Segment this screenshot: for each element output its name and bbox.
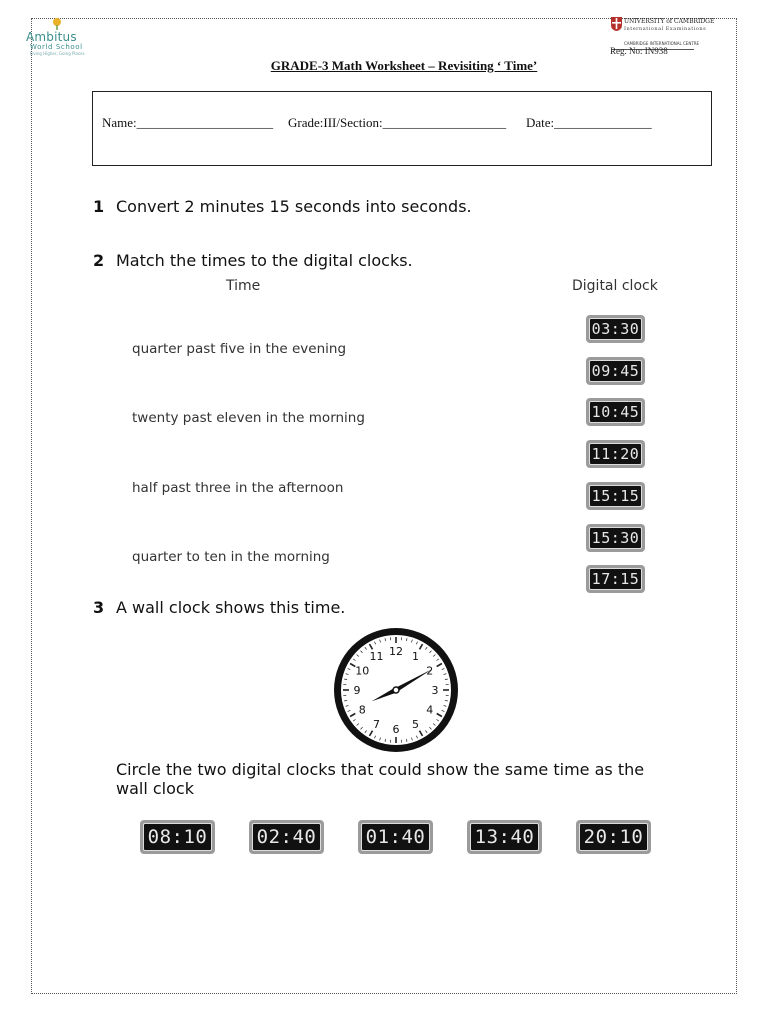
answer-clock-option[interactable]: [140, 820, 215, 854]
school-tagline: Living Higher, Going Places: [30, 51, 85, 56]
partner-name: UNIVERSITY of CAMBRIDGE: [624, 18, 715, 25]
clock-number: 5: [412, 717, 419, 731]
time-phrase: twenty past eleven in the morning: [132, 410, 365, 426]
digital-clock-display: 17:15: [589, 568, 642, 590]
crest-icon: [611, 17, 622, 31]
answer-clock-display: 08:10: [143, 823, 212, 851]
answer-clock-display: 01:40: [361, 823, 430, 851]
partner-centre: CAMBRIDGE INTERNATIONAL CENTRE: [624, 41, 700, 46]
clock-number: 9: [353, 684, 361, 697]
clock-number: 7: [373, 717, 380, 731]
answer-clock-display: 20:10: [579, 823, 648, 851]
question-3-instruction: Circle the two digital clocks that could show the same time as the wall clock: [116, 760, 645, 798]
digital-clock-option[interactable]: [586, 440, 645, 468]
worksheet-title: GRADE-3 Math Worksheet – Revisiting ‘ Time’: [270, 58, 538, 73]
digital-clock-option[interactable]: [586, 524, 645, 552]
question-2-number: 2: [93, 251, 105, 270]
digital-clock-option[interactable]: [586, 565, 645, 593]
clock-number: 6: [392, 723, 400, 736]
question-1-text: Convert 2 minutes 15 seconds into seconds.: [116, 197, 472, 216]
reg-number: Reg. No: IN938: [610, 46, 668, 56]
answer-clock-option[interactable]: [576, 820, 651, 854]
clock-number: 3: [431, 684, 439, 697]
time-phrase: quarter past five in the evening: [132, 341, 347, 357]
date-field[interactable]: Date:_______________: [526, 115, 652, 130]
answer-clock-display: 13:40: [470, 823, 539, 851]
question-2: [93, 251, 413, 270]
question-3-number: 3: [93, 598, 105, 617]
answer-clock-option[interactable]: [249, 820, 324, 854]
clock-number: 4: [426, 703, 434, 717]
question-1: [93, 197, 472, 216]
digital-clock-option[interactable]: [586, 398, 645, 426]
wall-clock: [328, 626, 464, 754]
school-subtitle: World School: [30, 43, 83, 51]
clock-number: 12: [389, 645, 403, 658]
question-3: [93, 598, 345, 617]
name-field[interactable]: Name:_____________________: [102, 115, 274, 130]
clock-center-pin: [393, 687, 399, 693]
clock-number: 1: [412, 650, 419, 664]
question-1-number: 1: [93, 197, 105, 216]
grade-section-field[interactable]: Grade:III/Section:___________________: [288, 115, 507, 130]
clock-number: 10: [355, 664, 370, 678]
digital-clock-option[interactable]: [586, 315, 645, 343]
digital-clock-display: 10:45: [589, 401, 642, 423]
digital-clock-display: 15:30: [589, 527, 642, 549]
question-3-text: A wall clock shows this time.: [116, 598, 346, 617]
digital-clock-option[interactable]: [586, 357, 645, 385]
sun-icon: [50, 16, 64, 30]
question-2-text: Match the times to the digital clocks.: [116, 251, 413, 270]
time-phrase: quarter to ten in the morning: [132, 549, 330, 565]
time-column-header: Time: [226, 278, 261, 294]
digital-clock-display: 15:15: [589, 485, 642, 507]
digital-clock-option[interactable]: [586, 482, 645, 510]
clock-number: 11: [369, 650, 384, 664]
answer-clock-option[interactable]: [467, 820, 542, 854]
digital-clock-column-header: Digital clock: [572, 278, 658, 294]
time-phrase: half past three in the afternoon: [132, 480, 344, 496]
clock-number: 2: [426, 664, 434, 678]
clock-number: 8: [358, 703, 366, 717]
digital-clock-display: 03:30: [589, 318, 642, 340]
answer-clock-option[interactable]: [358, 820, 433, 854]
digital-clock-display: 11:20: [589, 443, 642, 465]
school-brand: Ambitus: [26, 30, 77, 44]
student-info-box: [92, 91, 712, 166]
partner-subtitle: International Examinations: [624, 26, 707, 32]
answer-clock-display: 02:40: [252, 823, 321, 851]
digital-clock-display: 09:45: [589, 360, 642, 382]
school-logo: [26, 16, 98, 56]
